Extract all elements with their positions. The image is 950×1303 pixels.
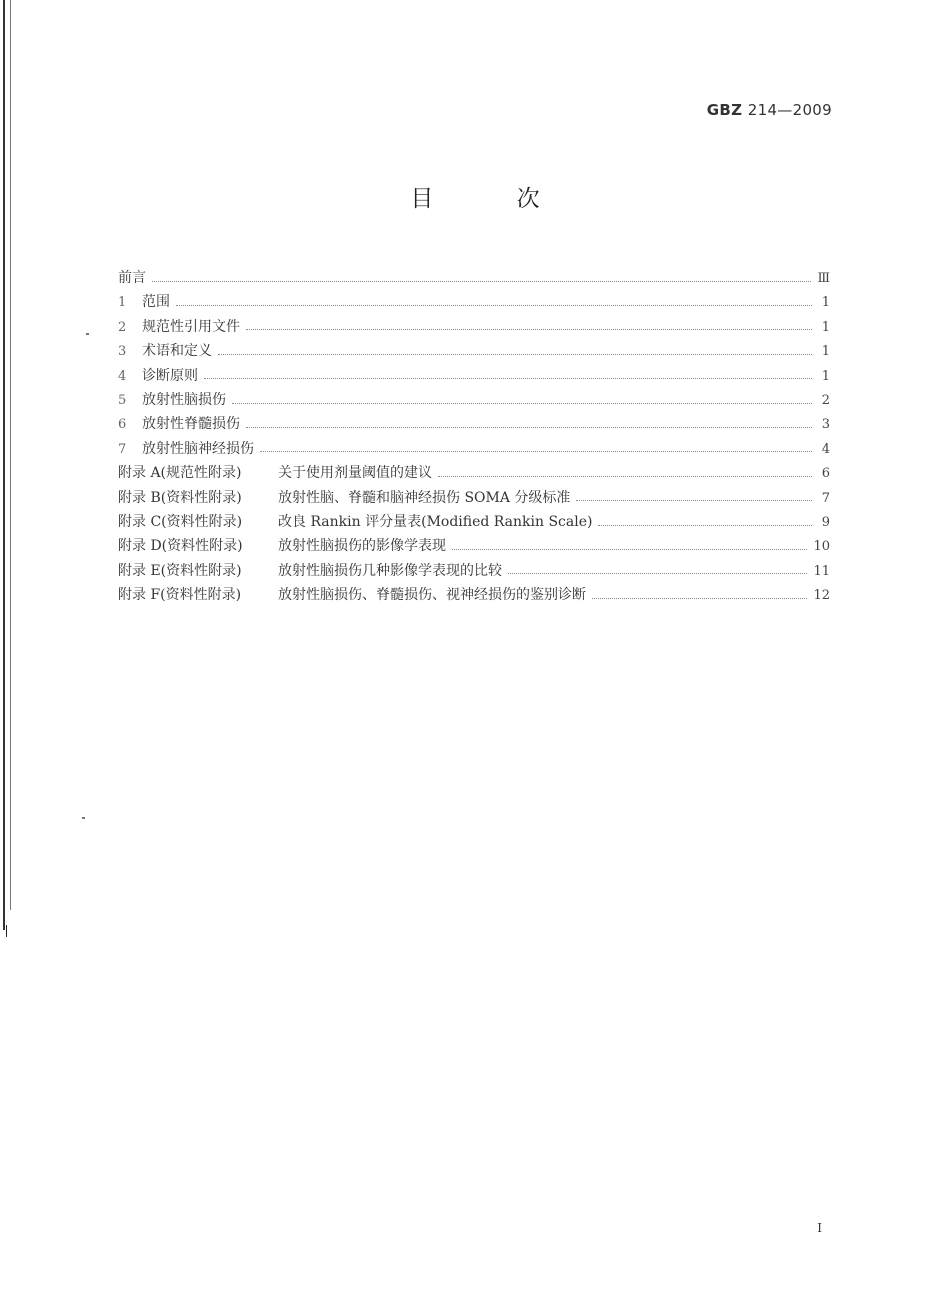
appendix-label: 关于使用剂量阈值的建议	[278, 465, 432, 482]
appendix-page: 12	[813, 588, 830, 604]
scan-binding-edge	[3, 0, 5, 930]
toc-title: 目 次	[410, 186, 578, 212]
toc-entry-page: 1	[821, 368, 830, 384]
leader-dots	[508, 573, 807, 574]
toc-appendix-entry[interactable]	[118, 461, 830, 485]
appendix-prefix: 附录 D(资料性附录)	[118, 538, 243, 555]
appendix-label: 改良 Rankin 评分量表(Modified Rankin Scale)	[278, 513, 593, 530]
leader-dots	[438, 476, 812, 477]
appendix-prefix: 附录 F(资料性附录)	[118, 587, 242, 604]
toc-entry-label: 诊断原则	[142, 367, 198, 384]
toc-appendix-entry[interactable]	[118, 510, 830, 534]
toc-entry-label: 放射性脑损伤	[142, 391, 226, 408]
toc-entry-foreword[interactable]	[118, 266, 830, 290]
appendix-prefix: 附录 C(资料性附录)	[118, 513, 243, 530]
toc-entry-page: 2	[821, 392, 830, 408]
appendix-page: 9	[821, 514, 830, 530]
toc-entry[interactable]	[118, 290, 830, 314]
toc-entry[interactable]	[118, 437, 830, 461]
appendix-prefix: 附录 B(资料性附录)	[118, 489, 242, 506]
toc-entry-number: 5	[118, 392, 127, 408]
toc-entry-label: 前言	[118, 270, 146, 286]
leader-dots	[452, 549, 807, 550]
leader-dots	[176, 305, 812, 306]
toc-appendix-entry[interactable]	[118, 534, 830, 558]
standard-code-number: 214—2009	[747, 101, 832, 119]
page-number: I	[817, 1221, 822, 1235]
toc-entry-number: 6	[118, 417, 127, 433]
appendix-page: 11	[813, 563, 830, 579]
toc-entry-page: 4	[821, 441, 830, 457]
toc-appendix-entry[interactable]	[118, 583, 830, 607]
toc-entry-label: 放射性脑神经损伤	[142, 440, 254, 457]
toc-entry-page: 1	[821, 344, 830, 360]
toc-entry-label: 术语和定义	[142, 343, 212, 360]
toc-entry-label: 范围	[142, 294, 170, 311]
toc-entry-number: 7	[118, 441, 127, 457]
toc-entry[interactable]	[118, 364, 830, 388]
leader-dots	[246, 329, 812, 330]
toc-entry-label: 放射性脊髓损伤	[142, 416, 240, 433]
toc-entry-label: 规范性引用文件	[142, 318, 240, 335]
toc-entry[interactable]	[118, 339, 830, 363]
standard-code-prefix: GBZ	[706, 101, 743, 119]
toc-entry[interactable]	[118, 388, 830, 412]
toc-entry-number: 4	[118, 368, 127, 384]
leader-dots	[576, 500, 812, 501]
toc-entry-page: Ⅲ	[817, 271, 830, 286]
appendix-prefix: 附录 E(资料性附录)	[118, 562, 242, 579]
appendix-page: 7	[821, 490, 830, 506]
appendix-label: 放射性脑损伤、脊髓损伤、视神经损伤的鉴别诊断	[278, 587, 586, 604]
appendix-page: 6	[821, 466, 830, 482]
toc-entry-page: 1	[821, 295, 830, 311]
toc-entry[interactable]	[118, 315, 830, 339]
standard-code	[707, 101, 832, 119]
leader-dots	[232, 403, 812, 404]
scan-speck	[82, 817, 85, 819]
toc-entry-page: 3	[821, 417, 830, 433]
leader-dots	[246, 427, 812, 428]
toc-entry-number: 1	[118, 295, 127, 311]
leader-dots	[204, 378, 812, 379]
appendix-prefix: 附录 A(规范性附录)	[118, 465, 242, 482]
table-of-contents	[118, 266, 830, 607]
scan-binding-mark	[6, 925, 7, 937]
toc-entry-number: 2	[118, 319, 127, 335]
toc-entry-number: 3	[118, 344, 127, 360]
leader-dots	[598, 525, 812, 526]
appendix-label: 放射性脑损伤几种影像学表现的比较	[278, 562, 502, 579]
appendix-label: 放射性脑损伤的影像学表现	[278, 538, 446, 555]
leader-dots	[218, 354, 812, 355]
leader-dots	[260, 451, 812, 452]
toc-appendix-entry[interactable]	[118, 486, 830, 510]
appendix-label: 放射性脑、脊髓和脑神经损伤 SOMA 分级标准	[278, 489, 571, 506]
scan-binding-edge-inner	[10, 0, 11, 910]
toc-appendix-entry[interactable]	[118, 559, 830, 583]
leader-dots	[152, 281, 811, 282]
leader-dots	[592, 598, 807, 599]
appendix-page: 10	[813, 539, 830, 555]
toc-entry-page: 1	[821, 319, 830, 335]
scan-speck	[86, 333, 89, 335]
toc-entry[interactable]	[118, 412, 830, 436]
